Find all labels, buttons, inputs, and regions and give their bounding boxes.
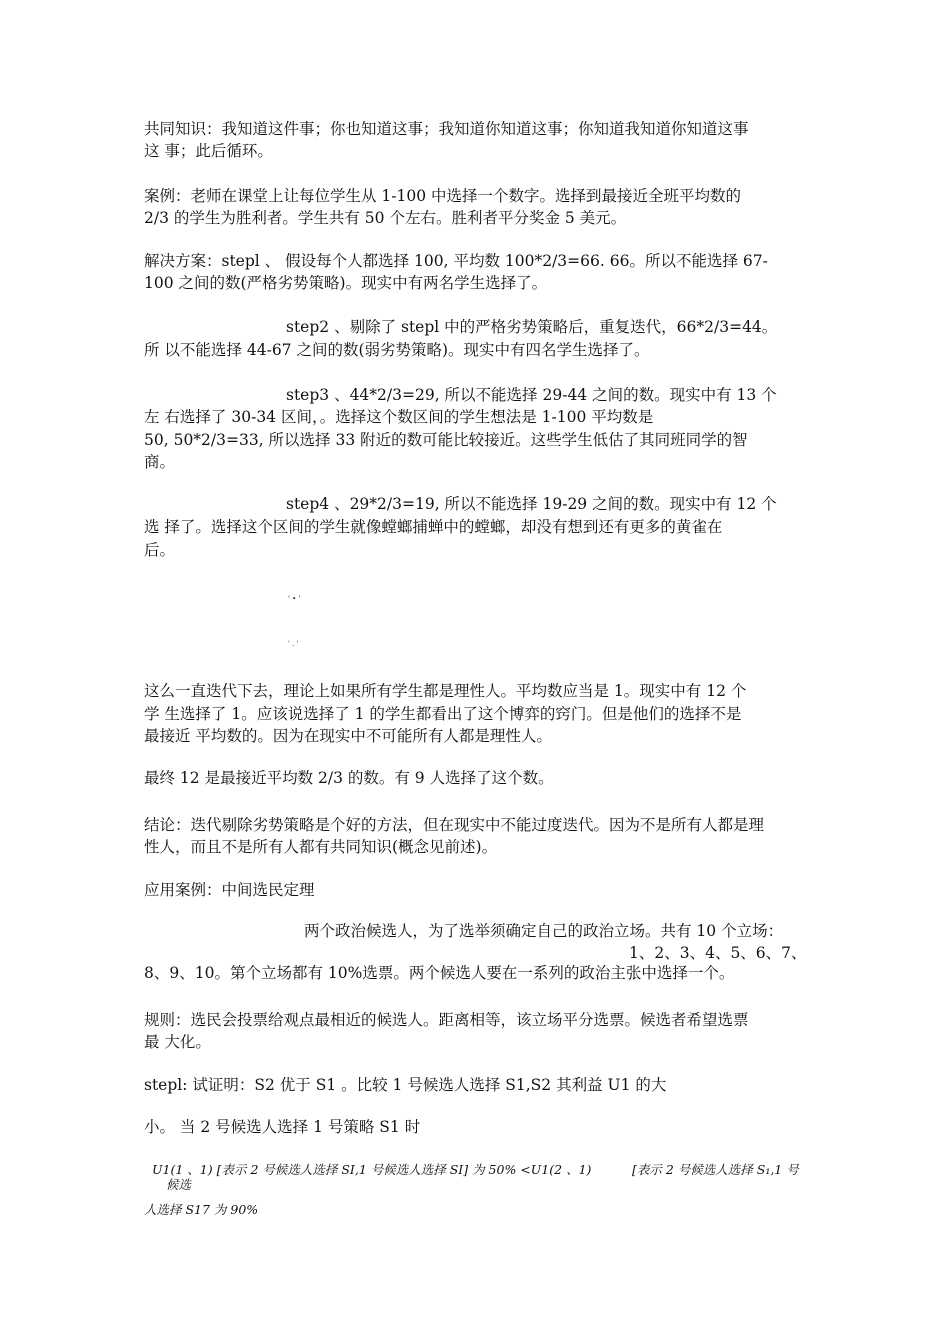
iterate-line-2: 学 生选择了 1。应该说选择了 1 的学生都看出了这个博弈的窍门。但是他们的选择不是	[144, 705, 742, 723]
rule-line-1: 规则：选民会投票给观点最相近的候选人。距离相等，该立场平分选票。候选者希望选票	[144, 1011, 749, 1029]
formula-line-1-right: [表示 2 号候选人选择 S₁,1 号	[632, 1162, 799, 1177]
solution-line-1: 解决方案：stepl 、 假设每个人都选择 100, 平均数 100*2/3=66. 66。所以不能选择 67-	[144, 252, 768, 270]
conclusion-line-1: 结论：迭代剔除劣势策略是个好的方法，但在现实中不能过度迭代。因为不是所有人都是理	[144, 816, 765, 834]
step3-line-4: 商。	[144, 453, 176, 471]
formula-line-3: 人选择 S17 为 90%	[144, 1202, 259, 1217]
case-line-2: 2/3 的学生为胜利者。学生共有 50 个左右。胜利者平分奖金 5 美元。	[144, 209, 627, 227]
step4-line-2: 选 择了。选择这个区间的学生就像螳螂捕蝉中的螳螂，却没有想到还有更多的黄雀在	[144, 518, 723, 536]
ellipsis-mark-2: ' . '	[288, 640, 299, 648]
rule-line-2: 最 大化。	[144, 1033, 211, 1051]
common-knowledge-line-1: 共同知识：我知道这件事；你也知道这事；我知道你知道这事；你知道我知道你知道这事	[144, 120, 749, 138]
step3-line-3: 50, 50*2/3=33, 所以选择 33 附近的数可能比较接近。这些学生低估了其同班同学的智	[144, 431, 748, 449]
candidates-line-1: 两个政治候选人，为了选举须确定自己的政治立场。共有 10 个立场：	[304, 922, 784, 940]
case-line-1: 案例：老师在课堂上让每位学生从 1-100 中选择一个数字。选择到最接近全班平均数的	[144, 187, 742, 205]
step4-line-1: step4 、29*2/3=19, 所以不能选择 19-29 之间的数。现实中有 12 个	[286, 495, 777, 513]
formula-line-2: 候选	[166, 1177, 192, 1192]
iterate-line-3: 最接近 平均数的。因为在现实中不可能所有人都是理性人。	[144, 727, 552, 745]
step3-line-1: step3 、44*2/3=29, 所以不能选择 29-44 之间的数。现实中有 13 个	[286, 386, 777, 404]
conclusion-line-2: 性人，而且不是所有人都有共同知识(概念见前述)。	[144, 838, 498, 856]
final-line: 最终 12 是最接近平均数 2/3 的数。有 9 人选择了这个数。	[144, 769, 554, 787]
step2-line-2: 所 以不能选择 44-67 之间的数(弱劣势策略)。现实中有四名学生选择了。	[144, 341, 650, 359]
step4-line-3: 后。	[144, 541, 176, 559]
stepl-line-1: stepl: 试证明：S2 优于 S1 。比较 1 号候选人选择 S1,S2 其利益 U1 的大	[144, 1076, 667, 1094]
iterate-line-1: 这么一直迭代下去，理论上如果所有学生都是理性人。平均数应当是 1。现实中有 12 个	[144, 682, 747, 700]
candidates-line-2: 1、2、3、4、5、6、7、	[629, 944, 807, 962]
formula-line-1: U1(1 、1) [表示 2 号候选人选择 SI,1 号候选人选择 SI] 为 50% <U1(2 、1)	[152, 1162, 592, 1177]
stepl-line-2: 小。 当 2 号候选人选择 1 号策略 S1 时	[144, 1118, 421, 1136]
step3-line-2: 左 右选择了 30-34 区间，。选择这个数区间的学生想法是 1-100 平均数是	[144, 408, 654, 426]
ellipsis-mark-1: ' • '	[288, 595, 301, 603]
step2-line-1: step2 、剔除了 stepl 中的严格劣势策略后，重复迭代，66*2/3=44。	[286, 318, 778, 336]
solution-line-2: 100 之间的数(严格劣势策略)。现实中有两名学生选择了。	[144, 274, 548, 292]
application-case-heading: 应用案例：中间选民定理	[144, 881, 315, 899]
candidates-line-3: 8、9、10。第个立场都有 10%选票。两个候选人要在一系列的政治主张中选择一个。	[144, 964, 735, 982]
common-knowledge-line-2: 这 事；此后循环。	[144, 142, 273, 160]
